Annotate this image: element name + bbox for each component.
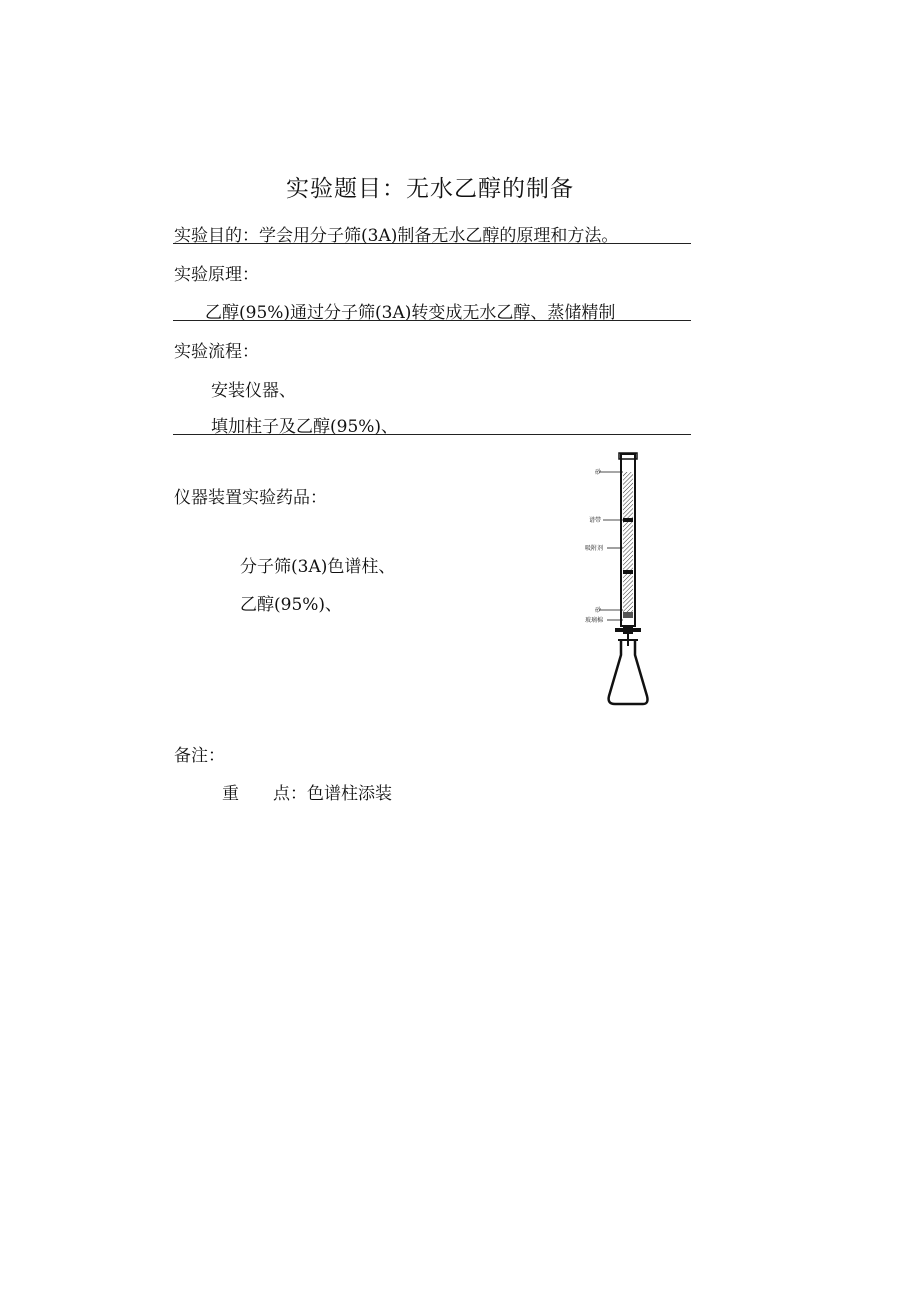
purpose-text: 实验目的：学会用分子筛(3A)制备无水乙醇的原理和方法。 bbox=[174, 226, 619, 246]
lower-packing bbox=[623, 574, 633, 612]
band-layer bbox=[623, 570, 633, 574]
procedure-underline bbox=[173, 434, 691, 435]
procedure-heading: 实验流程： bbox=[174, 342, 259, 362]
stopcock-handle bbox=[615, 628, 641, 632]
principle-underline bbox=[173, 320, 691, 321]
label-glass-wool: 玻璃棉 bbox=[585, 617, 604, 624]
notes-key-point bbox=[222, 779, 392, 804]
materials-heading: 仪器装置实验药品： bbox=[174, 488, 327, 508]
adsorbent-packing bbox=[623, 522, 633, 570]
key-point-label: 重 点： bbox=[222, 784, 307, 804]
principle-text: 乙醇(95%)通过分子筛(3A)转变成无水乙醇、蒸储精制 bbox=[205, 303, 616, 323]
procedure-step: 安装仪器、 bbox=[211, 381, 296, 401]
upper-packing bbox=[623, 472, 633, 518]
label-adsorbent: 吸附剂 bbox=[585, 545, 604, 552]
purpose-underline bbox=[173, 243, 691, 244]
receiving-flask bbox=[609, 640, 648, 704]
materials-item: 乙醇(95%)、 bbox=[240, 595, 343, 615]
materials-item: 分子筛(3A)色谱柱、 bbox=[240, 557, 396, 577]
document-title: 实验题目：无水乙醇的制备 bbox=[286, 176, 574, 202]
label-sand-top: 砂 bbox=[595, 469, 602, 476]
glass-wool bbox=[623, 612, 633, 618]
band-layer bbox=[623, 518, 633, 522]
notes-heading: 备注： bbox=[174, 746, 225, 766]
procedure-step: 填加柱子及乙醇(95%)、 bbox=[211, 417, 399, 437]
key-point-value: 色谱柱添装 bbox=[307, 784, 392, 804]
principle-heading: 实验原理： bbox=[174, 265, 259, 285]
label-sand-bottom: 砂 bbox=[595, 607, 602, 614]
label-band: 谱带 bbox=[589, 517, 602, 524]
chromatography-column-illustration bbox=[585, 450, 665, 712]
